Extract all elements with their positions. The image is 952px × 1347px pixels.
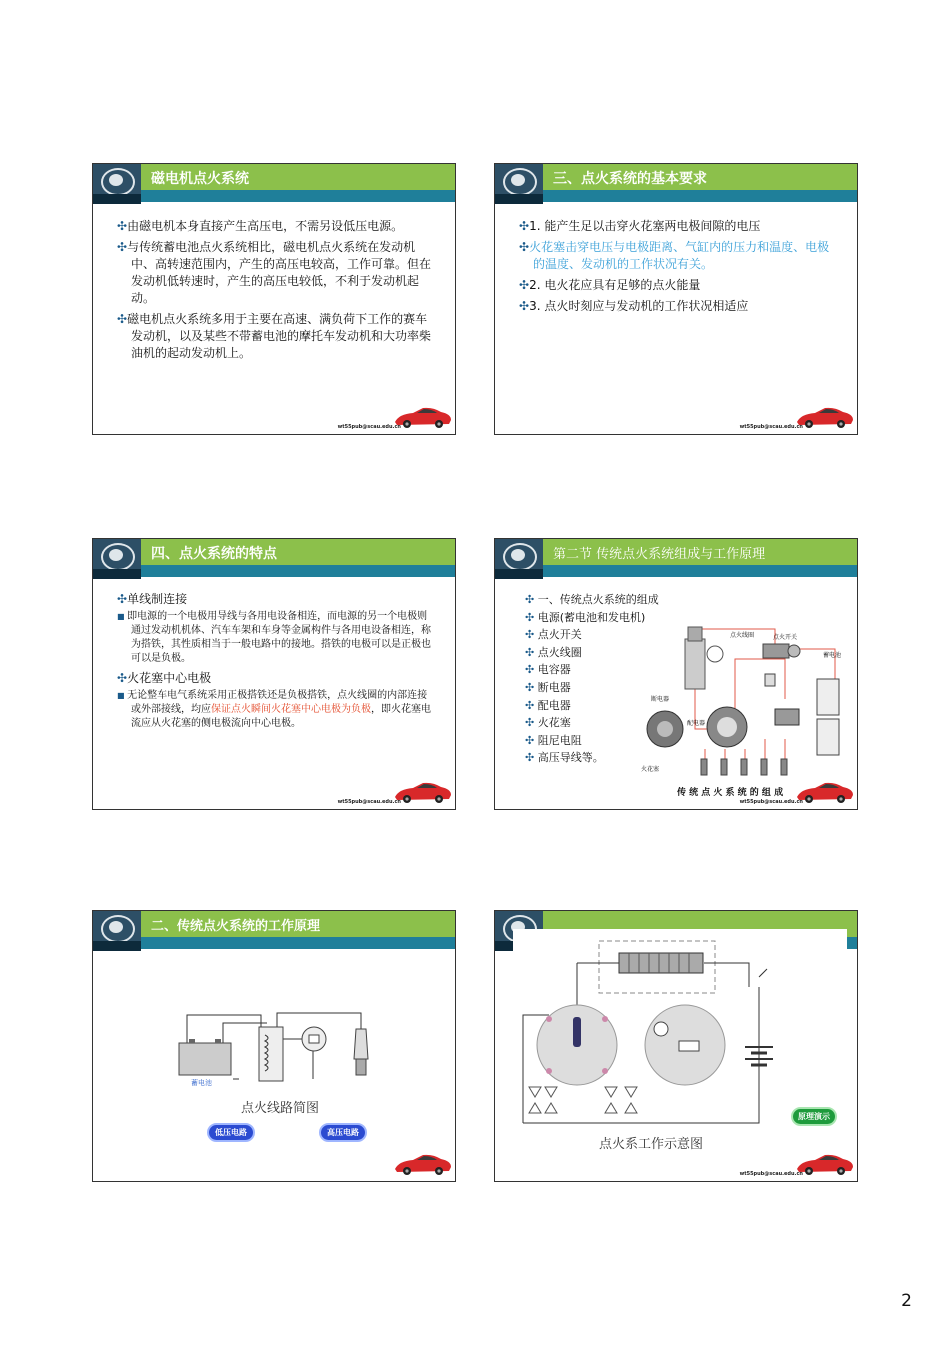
- label-distributor: 配电器: [687, 720, 706, 727]
- slide-working-principle: [92, 910, 456, 1182]
- label-plug: 火花塞: [641, 766, 660, 773]
- bullet: ✣单线制连接: [117, 592, 188, 606]
- low-voltage-circuit-button[interactable]: 低压电路: [207, 1123, 255, 1142]
- logo-icon: [93, 164, 141, 204]
- page-number: 2: [901, 1291, 912, 1311]
- logo-icon: [495, 539, 543, 579]
- label-breaker: 断电器: [651, 696, 670, 703]
- slide-magneto-ignition: [92, 163, 456, 435]
- slide-body: [117, 591, 433, 735]
- email-text: wt55pub@scau.edu.cn: [739, 1171, 803, 1177]
- bullet: ✣1. 能产生足以击穿火花塞两电极间隙的电压: [519, 219, 761, 233]
- bullet: ✣火花塞中心电极: [117, 671, 212, 685]
- bullet: ✣磁电机点火系统多用于主要在高速、满负荷下工作的赛车发动机，以及某些不带蓄电池的摩托车发动机和大功率柴油机的起动发动机上。: [117, 312, 432, 360]
- slide-title: 四、点火系统的特点: [151, 546, 277, 562]
- list-item: ✣ 火花塞: [525, 716, 571, 730]
- email-text: wt55pub@scau.edu.cn: [337, 799, 401, 805]
- slide-body: [519, 218, 835, 319]
- slide-header: [93, 911, 455, 937]
- ignition-schematic-diagram: [519, 937, 839, 1129]
- list-item: ✣ 阻尼电阻: [525, 733, 582, 747]
- list-item: ✣ 电容器: [525, 663, 571, 677]
- logo-icon: [495, 164, 543, 204]
- car-icon: [795, 779, 855, 805]
- bullet: ✣3. 点火时刻应与发动机的工作状况相适应: [519, 299, 749, 313]
- slide-body: [117, 218, 433, 366]
- slide-title: 第二节 传统点火系统组成与工作原理: [553, 547, 766, 562]
- car-icon: [795, 1151, 855, 1177]
- list-item: ✣ 断电器: [525, 680, 571, 694]
- slide-header: [93, 164, 455, 190]
- car-icon: [393, 779, 453, 805]
- slide-title: 三、点火系统的基本要求: [553, 171, 707, 187]
- slide-title: 磁电机点火系统: [151, 171, 249, 187]
- email-text: wt55pub@scau.edu.cn: [337, 424, 401, 430]
- logo-icon: [93, 911, 141, 951]
- bullet: ✣由磁电机本身直接产生高压电，不需另设低压电源。: [117, 219, 404, 233]
- ignition-system-diagram: [635, 619, 857, 787]
- list-item: ✣ 点火线圈: [525, 645, 582, 659]
- ignition-circuit-diagram: [173, 1009, 393, 1089]
- high-voltage-circuit-button[interactable]: 高压电路: [319, 1123, 367, 1142]
- bullet: ✣2. 电火花应具有足够的点火能量: [519, 278, 701, 292]
- logo-icon: [93, 539, 141, 579]
- slide-basic-requirements: [494, 163, 858, 435]
- slide-title: 二、传统点火系统的工作原理: [151, 919, 321, 934]
- label-battery: 蓄电池: [823, 652, 842, 659]
- car-icon: [393, 404, 453, 430]
- slide-header: [93, 539, 455, 565]
- list-item: ✣ 点火开关: [525, 628, 582, 642]
- slide-components: [494, 538, 858, 810]
- car-icon: [393, 1151, 453, 1177]
- email-text: wt55pub@scau.edu.cn: [739, 424, 803, 430]
- battery-label: 蓄电池: [191, 1079, 212, 1087]
- slide-header: [495, 164, 857, 190]
- principle-demo-button[interactable]: 原理演示: [791, 1107, 837, 1126]
- diagram-caption: 点火线路简图: [241, 1101, 320, 1116]
- slide-features: [92, 538, 456, 810]
- list-item: ✣ 电源(蓄电池和发电机): [525, 610, 646, 624]
- diagram-caption: 点火系工作示意图: [599, 1137, 704, 1152]
- diagram-caption: 传 统 点 火 系 统 的 组 成: [677, 788, 784, 798]
- label-switch: 点火开关: [773, 634, 798, 641]
- list-item: ✣ 一、传统点火系统的组成: [525, 593, 659, 606]
- sub-bullet: ■ 即电源的一个电极用导线与各用电设备相连，而电源的另一个电极则通过发动机机体、汽车车架和车身等金属构件与各用电设备相连，称为搭铁，其性质相当于一般电路中的接地。搭铁的电极可以是正极也可以是负极。: [117, 611, 431, 664]
- list-item: ✣ 高压导线等。: [525, 751, 604, 765]
- slide-header: [495, 539, 857, 565]
- label-coil: 点火线圈: [730, 632, 755, 639]
- car-icon: [795, 404, 855, 430]
- bullet-highlight: ✣火花塞击穿电压与电极距离、气缸内的压力和温度、电极的温度、发动机的工作状况有关。: [519, 240, 830, 271]
- bullet: ✣与传统蓄电池点火系统相比，磁电机点火系统在发动机中、高转速范围内，产生的高压电较高，工作可靠。但在发动机低转速时，产生的高压电较低，不利于发动机起动。: [117, 240, 432, 305]
- sub-bullet: ■ 无论整车电气系统采用正极搭铁还是负极搭铁，点火线圈的内部连接或外部接线，均应保证点火瞬间火花塞中心电极为负极，即火花塞电流应从火花塞的侧电极流向中心电极。: [117, 690, 431, 729]
- slide-schematic: [494, 910, 858, 1182]
- list-item: ✣ 配电器: [525, 698, 571, 712]
- email-text: wt55pub@scau.edu.cn: [739, 799, 803, 805]
